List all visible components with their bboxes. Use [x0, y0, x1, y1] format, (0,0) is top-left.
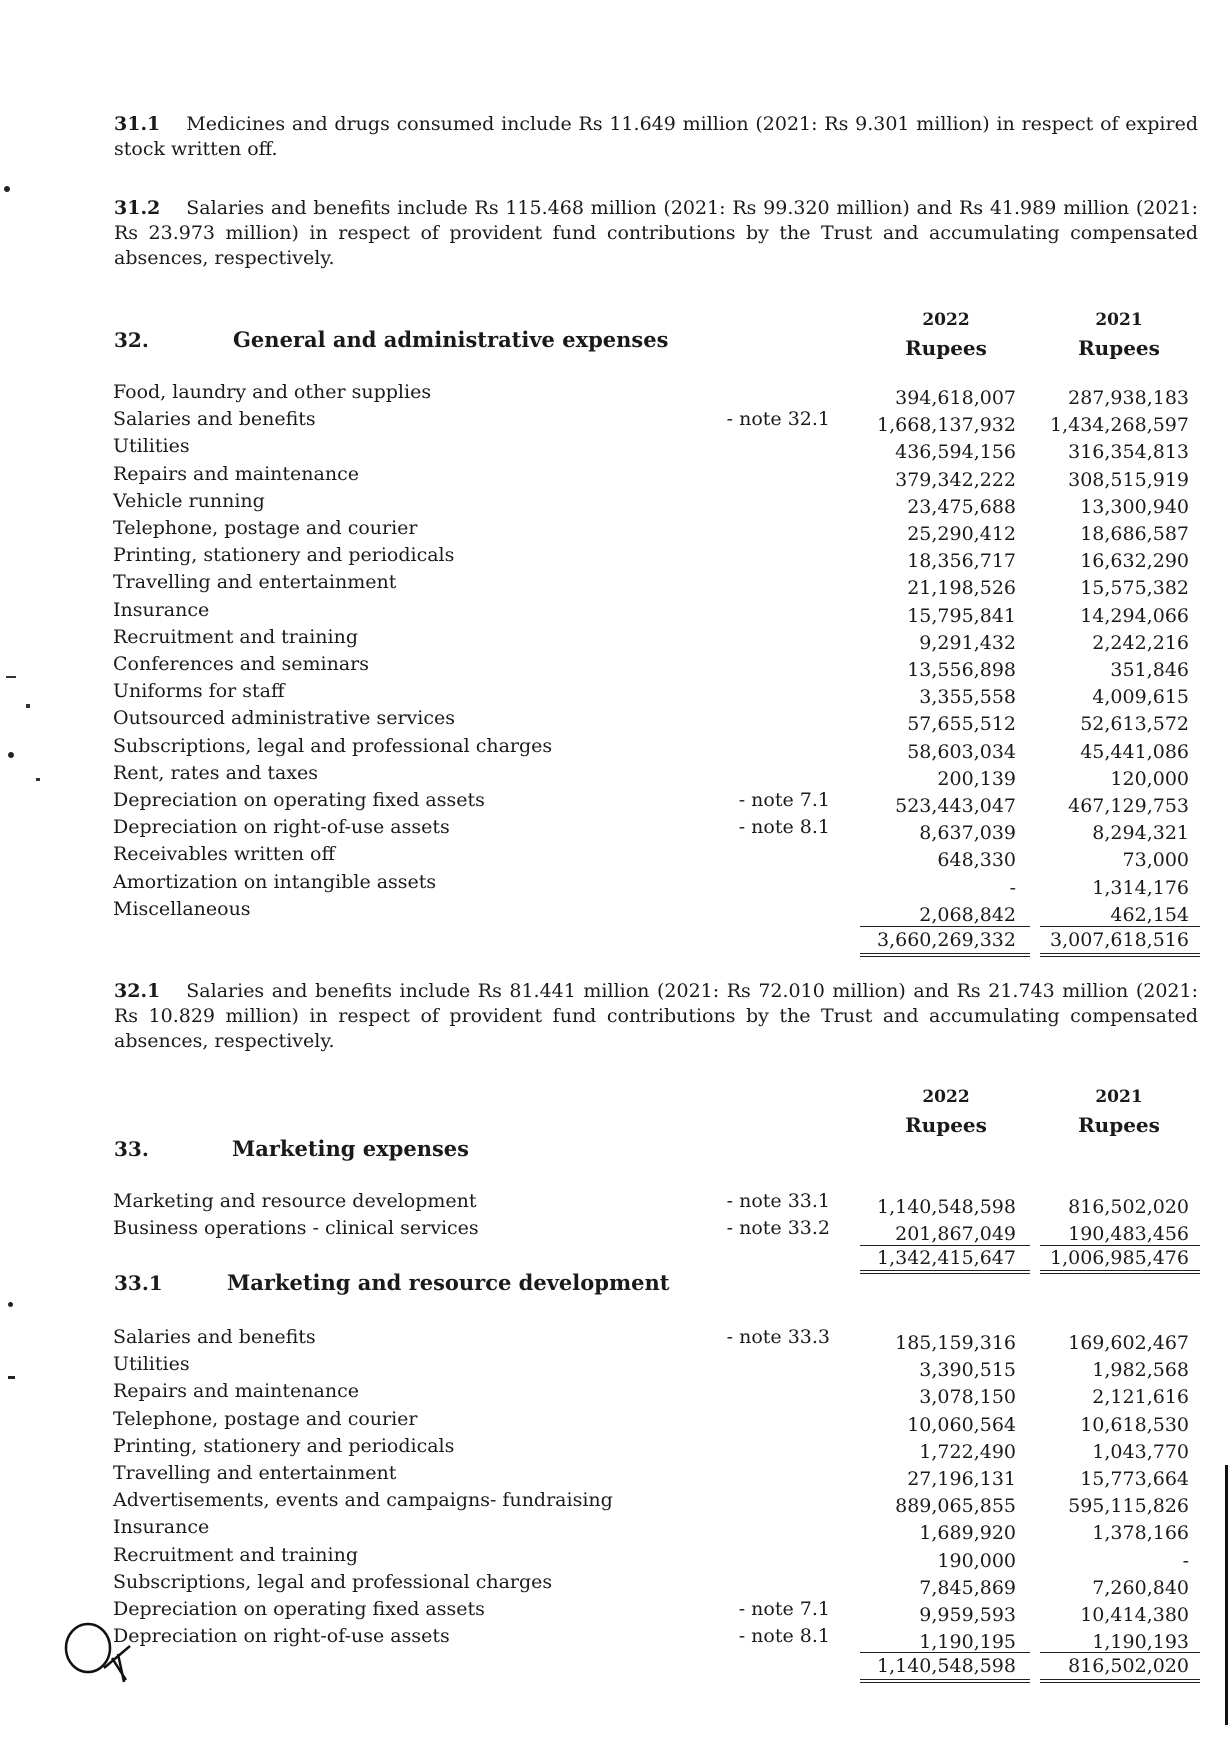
subtotal-rule [1040, 1652, 1200, 1653]
row-label: Printing, stationery and periodicals [113, 544, 455, 567]
value-2021: 816,502,020 [1068, 1196, 1189, 1218]
row-label: Depreciation on right-of-use assets [113, 1625, 450, 1648]
value-2021: 8,294,321 [1092, 822, 1189, 845]
value-2021: 1,043,770 [1092, 1440, 1189, 1463]
value-2022: 27,196,131 [907, 1468, 1016, 1490]
row-label: Amortization on intangible assets [113, 870, 437, 893]
value-2021: 7,260,840 [1092, 1576, 1189, 1599]
value-2022: 436,594,156 [895, 441, 1016, 464]
value-2022: 15,795,841 [907, 604, 1016, 627]
row-label: Utilities [113, 435, 190, 458]
value-2022: 3,355,558 [919, 686, 1016, 709]
row-label: Rent, rates and taxes [113, 761, 319, 784]
value-2021: 308,515,919 [1068, 468, 1189, 491]
value-2021: 467,129,753 [1068, 795, 1189, 817]
year-2021-label: 2021 [1095, 1087, 1143, 1107]
row-label: Travelling and entertainment [113, 571, 397, 594]
section-33-title: Marketing expenses [232, 1136, 469, 1161]
row-label: Advertisements, events and campaigns- fundraising [113, 1489, 613, 1512]
subtotal-rule [1040, 1245, 1200, 1246]
scan-edge-line [1225, 1465, 1228, 1725]
total-double-rule [860, 1270, 1030, 1274]
value-2021: 287,938,183 [1068, 387, 1189, 409]
currency-label: Rupees [905, 336, 987, 360]
row-label: Insurance [113, 1516, 210, 1539]
row-note-ref: - note 32.1 [726, 408, 830, 431]
scan-dot [26, 704, 30, 708]
value-2021: 15,575,382 [1080, 577, 1189, 600]
note-31-2-text: Salaries and benefits include Rs 115.468 million (2021: Rs 99.320 million) and Rs 41.989 million (2021: Rs 23.973 million) in respect of provident fund contributions by the Trust and accumulating compensated absences, respectively. [114, 197, 1198, 269]
value-2021: 1,434,268,597 [1049, 414, 1189, 437]
value-2022: 13,556,898 [907, 659, 1016, 681]
year-2021-label: 2021 [1095, 310, 1143, 330]
section-33-total-2022: 1,342,415,647 [876, 1247, 1016, 1269]
section-32-row [0, 789, 1232, 815]
row-label: Marketing and resource development [113, 1190, 477, 1212]
row-label: Depreciation on operating fixed assets [113, 1598, 485, 1620]
subtotal-rule [860, 926, 1030, 927]
section-32-row [0, 435, 1232, 464]
row-label: Conferences and seminars [113, 653, 369, 675]
section-32-row [0, 571, 1232, 600]
section-33-1-row [0, 1326, 1232, 1352]
note-32-1 [114, 979, 1198, 1054]
year-2022-label: 2022 [922, 1087, 970, 1107]
section-33-1-row [0, 1408, 1232, 1434]
section-33-1-number: 33.1 [114, 1271, 163, 1295]
section-33-1-row [0, 1544, 1232, 1570]
section-32-row [0, 762, 1232, 788]
scan-dot [8, 1376, 15, 1379]
value-2021: - [1182, 1549, 1189, 1572]
value-2021: 4,009,615 [1092, 686, 1189, 709]
value-2021: 52,613,572 [1080, 713, 1189, 736]
section-33-col-2021 [1039, 1083, 1199, 1139]
row-label: Salaries and benefits [113, 1326, 316, 1348]
value-2022: 18,356,717 [907, 550, 1016, 573]
value-2021: 73,000 [1122, 849, 1189, 872]
row-label: Travelling and entertainment [113, 1462, 397, 1484]
section-33-row [0, 1190, 1232, 1216]
value-2021: 2,121,616 [1092, 1386, 1189, 1409]
value-2021: 2,242,216 [1092, 631, 1189, 654]
row-label: Utilities [113, 1353, 190, 1376]
section-33-number: 33. [114, 1137, 149, 1161]
value-2022: 523,443,047 [895, 795, 1016, 817]
total-double-rule [1040, 953, 1200, 957]
row-label: Food, laundry and other supplies [113, 381, 432, 403]
note-31-1 [114, 112, 1198, 162]
section-32-row [0, 707, 1232, 736]
scan-dot [6, 676, 16, 678]
value-2022: 1,722,490 [919, 1440, 1016, 1463]
row-label: Subscriptions, legal and professional charges [113, 734, 553, 757]
value-2022: 21,198,526 [907, 577, 1016, 600]
section-33-1-total-2022: 1,140,548,598 [876, 1655, 1016, 1677]
section-32-row [0, 680, 1232, 709]
value-2022: 201,867,049 [895, 1223, 1016, 1245]
value-2022: 1,140,548,598 [876, 1196, 1016, 1218]
section-33-1-title: Marketing and resource development [227, 1270, 670, 1295]
section-33-1-row [0, 1435, 1232, 1461]
value-2021: 120,000 [1110, 767, 1189, 790]
subtotal-rule [860, 1245, 1030, 1246]
section-32-total-2022: 3,660,269,332 [876, 929, 1016, 951]
row-note-ref: - note 8.1 [738, 1625, 830, 1648]
currency-label: Rupees [905, 1113, 987, 1137]
section-33-1-row [0, 1353, 1232, 1382]
scan-dot [8, 752, 14, 758]
row-label: Vehicle running [113, 489, 265, 512]
value-2022: 394,618,007 [895, 387, 1016, 409]
row-label: Uniforms for staff [113, 680, 285, 703]
note-31-1-text: Medicines and drugs consumed include Rs 11.649 million (2021: Rs 9.301 million) in respect of expired stock written off. [114, 113, 1198, 160]
row-label: Printing, stationery and periodicals [113, 1434, 455, 1457]
value-2021: 1,314,176 [1092, 876, 1189, 899]
value-2021: 15,773,664 [1080, 1468, 1189, 1490]
subtotal-rule [1040, 926, 1200, 927]
section-33-1-row [0, 1571, 1232, 1597]
value-2022: 1,190,195 [919, 1631, 1016, 1654]
section-32-row [0, 517, 1232, 543]
value-2022: 1,668,137,932 [876, 414, 1016, 437]
value-2021: 45,441,086 [1080, 740, 1189, 763]
row-label: Repairs and maintenance [113, 462, 359, 485]
value-2022: 9,959,593 [919, 1604, 1016, 1626]
row-label: Telephone, postage and courier [113, 1407, 418, 1430]
scan-dot [36, 778, 40, 781]
value-2022: 9,291,432 [919, 631, 1016, 654]
row-note-ref: - note 33.2 [726, 1217, 830, 1239]
value-2022: 2,068,842 [919, 903, 1016, 926]
section-32-col-2022 [866, 306, 1026, 362]
value-2022: 1,689,920 [919, 1522, 1016, 1545]
value-2021: 10,618,530 [1080, 1413, 1189, 1436]
section-33-1-total-2021: 816,502,020 [1068, 1655, 1189, 1677]
value-2022: 10,060,564 [907, 1413, 1016, 1436]
section-32-total-2021: 3,007,618,516 [1049, 929, 1189, 951]
row-label: Recruitment and training [113, 1543, 358, 1566]
value-2021: 462,154 [1110, 903, 1189, 926]
value-2021: 316,354,813 [1068, 441, 1189, 464]
value-2021: 10,414,380 [1080, 1604, 1189, 1626]
note-31-1-number: 31.1 [114, 113, 161, 135]
section-33-1-row [0, 1598, 1232, 1624]
value-2022: 648,330 [937, 849, 1016, 872]
row-note-ref: - note 7.1 [738, 1598, 830, 1620]
section-32-col-2021 [1039, 306, 1199, 362]
scan-dot [8, 1302, 13, 1307]
scan-dot [4, 186, 10, 192]
currency-label: Rupees [1078, 336, 1160, 360]
row-label: Depreciation on right-of-use assets [113, 816, 450, 839]
row-label: Salaries and benefits [113, 408, 316, 431]
section-33-1-row [0, 1625, 1232, 1654]
row-note-ref: - note 33.1 [726, 1190, 830, 1212]
year-2022-label: 2022 [922, 310, 970, 330]
row-label: Recruitment and training [113, 625, 358, 648]
value-2022: 379,342,222 [895, 468, 1016, 491]
row-note-ref: - note 8.1 [738, 816, 830, 839]
value-2021: 595,115,826 [1068, 1495, 1189, 1518]
row-label: Telephone, postage and courier [113, 517, 418, 539]
value-2021: 16,632,290 [1080, 550, 1189, 573]
row-label: Depreciation on operating fixed assets [113, 789, 485, 811]
section-33-1-row [0, 1462, 1232, 1488]
value-2021: 13,300,940 [1080, 495, 1189, 518]
row-label: Insurance [113, 598, 210, 621]
value-2022: 3,390,515 [919, 1359, 1016, 1382]
section-32-row [0, 381, 1232, 407]
row-label: Miscellaneous [113, 897, 251, 920]
value-2021: 1,378,166 [1092, 1522, 1189, 1545]
section-32-row [0, 653, 1232, 679]
value-2022: 23,475,688 [907, 495, 1016, 518]
section-32-row [0, 408, 1232, 437]
section-32-row [0, 490, 1232, 516]
value-2022: 58,603,034 [907, 740, 1016, 763]
value-2021: 18,686,587 [1080, 523, 1189, 545]
value-2022: 25,290,412 [907, 523, 1016, 545]
value-2022: 3,078,150 [919, 1386, 1016, 1409]
section-33-1-row [0, 1380, 1232, 1409]
note-32-1-text: Salaries and benefits include Rs 81.441 million (2021: Rs 72.010 million) and Rs 21.743 million (2021: Rs 10.829 million) in respect of provident fund contributions by the Trust and accumulating compensated absences, respectively. [114, 980, 1198, 1052]
row-label: Outsourced administrative services [113, 707, 455, 730]
section-33-total-2021: 1,006,985,476 [1049, 1247, 1189, 1269]
note-31-2-number: 31.2 [114, 197, 161, 219]
currency-label: Rupees [1078, 1113, 1160, 1137]
value-2022: 200,139 [937, 767, 1016, 790]
total-double-rule [860, 953, 1030, 957]
row-note-ref: - note 33.3 [726, 1326, 830, 1348]
value-2021: 14,294,066 [1080, 604, 1189, 627]
note-32-1-number: 32.1 [114, 980, 161, 1002]
value-2022: 8,637,039 [919, 822, 1016, 845]
row-label: Subscriptions, legal and professional charges [113, 1570, 553, 1593]
row-label: Business operations - clinical services [113, 1217, 479, 1239]
total-double-rule [1040, 1679, 1200, 1683]
subtotal-rule [860, 1652, 1030, 1653]
value-2021: 351,846 [1110, 659, 1189, 681]
section-32-row [0, 816, 1232, 845]
section-32-row [0, 843, 1232, 872]
section-32-number: 32. [114, 328, 149, 352]
value-2022: 889,065,855 [895, 1495, 1016, 1518]
section-32-title: General and administrative expenses [233, 327, 669, 352]
section-33-1-row [0, 1489, 1232, 1518]
row-label: Receivables written off [113, 843, 335, 866]
section-32-row [0, 544, 1232, 573]
section-32-row [0, 871, 1232, 897]
row-note-ref: - note 7.1 [738, 789, 830, 811]
total-double-rule [860, 1679, 1030, 1683]
value-2022: 190,000 [937, 1549, 1016, 1572]
value-2021: 1,190,193 [1092, 1631, 1189, 1654]
note-31-2 [114, 196, 1198, 271]
section-33-1-row [0, 1516, 1232, 1545]
value-2022: 185,159,316 [895, 1332, 1016, 1354]
value-2021: 1,982,568 [1092, 1359, 1189, 1382]
section-32-row [0, 735, 1232, 761]
section-32-row [0, 463, 1232, 489]
value-2022: 57,655,512 [907, 713, 1016, 736]
value-2021: 190,483,456 [1068, 1223, 1189, 1245]
section-32-row [0, 626, 1232, 652]
value-2022: - [1009, 876, 1016, 899]
value-2021: 169,602,467 [1068, 1332, 1189, 1354]
row-label: Repairs and maintenance [113, 1380, 359, 1403]
section-32-row [0, 898, 1232, 924]
section-33-col-2022 [866, 1083, 1026, 1139]
section-33-row [0, 1217, 1232, 1243]
total-double-rule [1040, 1270, 1200, 1274]
value-2022: 7,845,869 [919, 1576, 1016, 1599]
handwritten-initials-mark [60, 1618, 150, 1688]
section-32-row [0, 599, 1232, 625]
